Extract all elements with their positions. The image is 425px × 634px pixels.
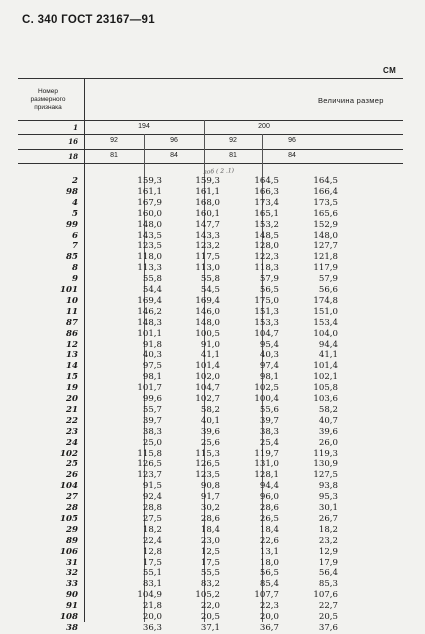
row-code: 29 <box>66 524 78 535</box>
cell-value: 91,8 <box>142 339 162 350</box>
table-row <box>0 514 425 525</box>
cell-value: 143,3 <box>195 230 220 241</box>
cell-value: 39,7 <box>259 415 279 426</box>
cell-value: 101,4 <box>313 361 338 372</box>
cell-value: 127,7 <box>313 241 338 252</box>
cell-value: 40,3 <box>142 350 162 361</box>
unit-label: СМ <box>383 66 397 75</box>
cell-value: 148,5 <box>254 230 279 241</box>
cell-value: 148,0 <box>195 317 220 328</box>
cell-value: 56,5 <box>259 285 279 295</box>
cell-value: 85,3 <box>318 579 338 590</box>
cell-value: 26,7 <box>318 513 338 524</box>
column-header-size-value: Величина размер <box>318 96 384 105</box>
cell-value: 175,0 <box>254 295 279 306</box>
header-value: 92 <box>229 137 237 144</box>
header-row-code: 16 <box>68 137 78 146</box>
cell-value: 143,5 <box>137 230 162 241</box>
cell-value: 123,2 <box>195 241 220 252</box>
cell-value: 113,0 <box>195 263 220 274</box>
table-row <box>0 590 425 601</box>
table-row <box>0 318 425 329</box>
cell-value: 55,8 <box>200 274 220 285</box>
cell-value: 104,0 <box>313 328 338 339</box>
cell-value: 119,7 <box>254 448 279 459</box>
cell-value: 91,7 <box>200 492 220 503</box>
table-row <box>0 547 425 558</box>
cell-value: 27,5 <box>142 513 162 524</box>
cell-value: 126,5 <box>195 459 220 470</box>
row-code: 14 <box>66 361 78 372</box>
cell-value: 164,5 <box>254 176 279 186</box>
cell-value: 20,0 <box>142 612 162 622</box>
table-row <box>0 372 425 383</box>
table-row <box>0 340 425 351</box>
cell-value: 160,0 <box>137 208 162 219</box>
cell-value: 107,6 <box>313 590 338 601</box>
header-value: 96 <box>288 137 296 144</box>
table-row <box>0 307 425 318</box>
row-code: 19 <box>66 383 78 394</box>
row-code: 11 <box>66 306 78 317</box>
header-row-code: 18 <box>68 152 78 161</box>
cell-value: 159,3 <box>137 176 162 186</box>
cell-value: 57,9 <box>318 274 338 285</box>
row-code: 22 <box>66 415 78 426</box>
header-value: 81 <box>229 152 237 159</box>
cell-value: 173,5 <box>313 197 338 208</box>
row-code: 7 <box>72 241 78 252</box>
row-code: 23 <box>66 426 78 437</box>
cell-value: 166,4 <box>313 186 338 197</box>
cell-value: 18,2 <box>318 524 338 535</box>
table-row <box>0 525 425 536</box>
row-code: 106 <box>60 546 78 557</box>
cell-value: 102,1 <box>313 372 338 383</box>
cell-value: 18,4 <box>200 524 220 535</box>
cell-value: 98,1 <box>142 372 162 383</box>
column-header-line-1: Номер <box>37 88 58 95</box>
cell-value: 98,1 <box>259 372 279 383</box>
cell-value: 161,1 <box>195 186 220 197</box>
table-row <box>0 481 425 492</box>
header-value: 84 <box>170 152 178 159</box>
header-rule <box>18 120 403 121</box>
row-code: 87 <box>66 317 78 328</box>
cell-value: 56,6 <box>318 285 338 295</box>
cell-value: 18,0 <box>259 557 279 568</box>
cell-value: 58,2 <box>318 404 338 415</box>
table-row <box>0 568 425 579</box>
cell-value: 169,4 <box>137 295 162 306</box>
table-row <box>0 449 425 460</box>
cell-value: 164,5 <box>313 176 338 186</box>
header-rule-2 <box>18 134 403 135</box>
handwritten-note: лоб ( 2 .1) <box>202 167 235 176</box>
cell-value: 105,2 <box>195 590 220 601</box>
row-code: 13 <box>66 350 78 361</box>
cell-value: 159,3 <box>195 176 220 186</box>
cell-value: 57,9 <box>259 274 279 285</box>
cell-value: 102,5 <box>254 383 279 394</box>
row-code: 4 <box>72 197 78 208</box>
cell-value: 39,6 <box>318 426 338 437</box>
row-code: 101 <box>60 285 78 295</box>
table-row <box>0 252 425 263</box>
cell-value: 54,4 <box>142 285 162 295</box>
cell-value: 56,4 <box>318 568 338 579</box>
cell-value: 22,3 <box>259 601 279 612</box>
table-row <box>0 350 425 361</box>
cell-value: 119,3 <box>313 448 338 459</box>
row-code: 26 <box>66 470 78 481</box>
table-row <box>0 536 425 547</box>
cell-value: 94,4 <box>259 481 279 492</box>
table-row <box>0 492 425 503</box>
cell-value: 103,6 <box>313 394 338 404</box>
cell-value: 25,0 <box>142 437 162 448</box>
cell-value: 146,0 <box>195 306 220 317</box>
row-code: 24 <box>66 437 78 448</box>
cell-value: 174,8 <box>313 295 338 306</box>
cell-value: 107,7 <box>254 590 279 601</box>
cell-value: 30,1 <box>318 503 338 513</box>
table-row <box>0 623 425 634</box>
cell-value: 17,9 <box>318 557 338 568</box>
page-header: С. 340 ГОСТ 23167—91 <box>22 14 155 26</box>
cell-value: 40,1 <box>200 415 220 426</box>
row-code: 8 <box>72 263 78 274</box>
cell-value: 28,8 <box>142 503 162 513</box>
table-row <box>0 198 425 209</box>
cell-value: 121,8 <box>313 252 338 263</box>
cell-value: 85,4 <box>259 579 279 590</box>
cell-value: 55,1 <box>142 568 162 579</box>
row-code: 12 <box>66 339 78 350</box>
table-row <box>0 176 425 187</box>
row-code: 10 <box>66 295 78 306</box>
row-code: 90 <box>66 590 78 601</box>
cell-value: 36,7 <box>259 622 279 633</box>
cell-value: 26,5 <box>259 513 279 524</box>
row-code: 104 <box>60 481 78 492</box>
column-header-size-feature <box>18 88 78 112</box>
cell-value: 118,3 <box>254 263 279 274</box>
cell-value: 39,7 <box>142 415 162 426</box>
table-row <box>0 209 425 220</box>
row-code: 21 <box>66 404 78 415</box>
cell-value: 54,5 <box>200 285 220 295</box>
table-row <box>0 274 425 285</box>
cell-value: 126,5 <box>137 459 162 470</box>
cell-value: 101,7 <box>137 383 162 394</box>
row-code: 38 <box>66 622 78 633</box>
cell-value: 58,2 <box>200 404 220 415</box>
cell-value: 83,1 <box>142 579 162 590</box>
cell-value: 22,4 <box>142 535 162 546</box>
cell-value: 96,0 <box>259 492 279 503</box>
table-row <box>0 405 425 416</box>
cell-value: 151,0 <box>313 306 338 317</box>
row-code: 2 <box>72 176 78 186</box>
header-rule-3 <box>18 149 403 150</box>
cell-value: 41,1 <box>318 350 338 361</box>
cell-value: 131,0 <box>254 459 279 470</box>
cell-value: 118,0 <box>137 252 162 263</box>
cell-value: 151,3 <box>254 306 279 317</box>
cell-value: 40,7 <box>318 415 338 426</box>
row-code: 6 <box>72 230 78 241</box>
table-row <box>0 503 425 514</box>
cell-value: 17,5 <box>142 557 162 568</box>
cell-value: 37,6 <box>318 622 338 633</box>
row-code: 28 <box>66 503 78 513</box>
cell-value: 101,1 <box>137 328 162 339</box>
cell-value: 90,8 <box>200 481 220 492</box>
table-row <box>0 601 425 612</box>
cell-value: 41,1 <box>200 350 220 361</box>
row-code: 98 <box>66 186 78 197</box>
header-value: 92 <box>110 137 118 144</box>
cell-value: 100,5 <box>195 328 220 339</box>
cell-value: 123,5 <box>195 470 220 481</box>
cell-value: 12,8 <box>142 546 162 557</box>
cell-value: 17,5 <box>200 557 220 568</box>
cell-value: 12,5 <box>200 546 220 557</box>
cell-value: 38,3 <box>142 426 162 437</box>
cell-value: 100,4 <box>254 394 279 404</box>
table-row <box>0 612 425 623</box>
cell-value: 20,0 <box>259 612 279 622</box>
cell-value: 102,7 <box>195 394 220 404</box>
table-row <box>0 470 425 481</box>
cell-value: 152,9 <box>313 219 338 230</box>
table-top-rule <box>18 78 403 79</box>
cell-value: 22,7 <box>318 601 338 612</box>
row-code: 27 <box>66 492 78 503</box>
cell-value: 160,1 <box>195 208 220 219</box>
cell-value: 130,9 <box>313 459 338 470</box>
cell-value: 95,4 <box>259 339 279 350</box>
row-code: 20 <box>66 394 78 404</box>
cell-value: 104,9 <box>137 590 162 601</box>
cell-value: 101,4 <box>195 361 220 372</box>
cell-value: 94,4 <box>318 339 338 350</box>
cell-value: 165,1 <box>254 208 279 219</box>
cell-value: 18,4 <box>259 524 279 535</box>
cell-value: 56,5 <box>259 568 279 579</box>
table-row <box>0 427 425 438</box>
cell-value: 91,5 <box>142 481 162 492</box>
row-code: 99 <box>66 219 78 230</box>
table-row <box>0 241 425 252</box>
cell-value: 153,4 <box>313 317 338 328</box>
cell-value: 36,3 <box>142 622 162 633</box>
group-200: 200 <box>258 123 270 130</box>
cell-value: 38,3 <box>259 426 279 437</box>
cell-value: 166,3 <box>254 186 279 197</box>
row-code: 102 <box>60 448 78 459</box>
table-row <box>0 329 425 340</box>
cell-value: 55,8 <box>142 274 162 285</box>
cell-value: 20,5 <box>318 612 338 622</box>
row-code: 91 <box>66 601 78 612</box>
cell-value: 20,5 <box>200 612 220 622</box>
cell-value: 173,4 <box>254 197 279 208</box>
row-code: 89 <box>66 535 78 546</box>
cell-value: 147,7 <box>195 219 220 230</box>
cell-value: 115,8 <box>137 448 162 459</box>
cell-value: 12,9 <box>318 546 338 557</box>
cell-value: 40,3 <box>259 350 279 361</box>
cell-value: 28,6 <box>200 513 220 524</box>
cell-value: 28,6 <box>259 503 279 513</box>
row-code: 15 <box>66 372 78 383</box>
cell-value: 93,8 <box>318 481 338 492</box>
table-row <box>0 459 425 470</box>
cell-value: 22,6 <box>259 535 279 546</box>
group-194: 194 <box>138 123 150 130</box>
cell-value: 25,4 <box>259 437 279 448</box>
cell-value: 37,1 <box>200 622 220 633</box>
row-code: 86 <box>66 328 78 339</box>
cell-value: 99,6 <box>142 394 162 404</box>
cell-value: 25,6 <box>200 437 220 448</box>
cell-value: 102,0 <box>195 372 220 383</box>
cell-value: 146,2 <box>137 306 162 317</box>
cell-value: 169,4 <box>195 295 220 306</box>
table-row <box>0 558 425 569</box>
header-value: 81 <box>110 152 118 159</box>
table-row <box>0 361 425 372</box>
column-header-line-3: признака <box>34 104 62 111</box>
cell-value: 153,2 <box>254 219 279 230</box>
header-value: 84 <box>288 152 296 159</box>
cell-value: 128,1 <box>254 470 279 481</box>
row-code: 108 <box>60 612 78 622</box>
row-code: 9 <box>72 274 78 285</box>
cell-value: 55,6 <box>259 404 279 415</box>
table-row <box>0 285 425 296</box>
cell-value: 97,5 <box>142 361 162 372</box>
cell-value: 13,1 <box>259 546 279 557</box>
cell-value: 22,0 <box>200 601 220 612</box>
cell-value: 23,2 <box>318 535 338 546</box>
cell-value: 18,2 <box>142 524 162 535</box>
cell-value: 21,8 <box>142 601 162 612</box>
cell-value: 148,3 <box>137 317 162 328</box>
row-code: 33 <box>66 579 78 590</box>
cell-value: 55,5 <box>200 568 220 579</box>
cell-value: 123,5 <box>137 241 162 252</box>
cell-value: 97,4 <box>259 361 279 372</box>
cell-value: 113,3 <box>137 263 162 274</box>
cell-value: 148,0 <box>137 219 162 230</box>
row-code: 5 <box>72 208 78 219</box>
cell-value: 105,8 <box>313 383 338 394</box>
table-row <box>0 296 425 307</box>
cell-value: 23,0 <box>200 535 220 546</box>
table-row <box>0 416 425 427</box>
cell-value: 168,0 <box>195 197 220 208</box>
cell-value: 26,0 <box>318 437 338 448</box>
header-bottom-rule <box>18 163 403 164</box>
table-row <box>0 438 425 449</box>
table-row <box>0 220 425 231</box>
cell-value: 117,9 <box>313 263 338 274</box>
cell-value: 127,5 <box>313 470 338 481</box>
cell-value: 30,2 <box>200 503 220 513</box>
row-code: 85 <box>66 252 78 263</box>
table-row <box>0 231 425 242</box>
table-row <box>0 263 425 274</box>
cell-value: 104,7 <box>254 328 279 339</box>
cell-value: 122,3 <box>254 252 279 263</box>
header-row-code: 1 <box>73 123 78 132</box>
column-header-line-2: размерного <box>30 96 66 103</box>
cell-value: 161,1 <box>137 186 162 197</box>
row-code: 31 <box>66 557 78 568</box>
table-row <box>0 187 425 198</box>
cell-value: 83,2 <box>200 579 220 590</box>
cell-value: 95,3 <box>318 492 338 503</box>
cell-value: 91,0 <box>200 339 220 350</box>
cell-value: 115,3 <box>195 448 220 459</box>
cell-value: 128,0 <box>254 241 279 252</box>
table-row <box>0 394 425 405</box>
cell-value: 148,0 <box>313 230 338 241</box>
cell-value: 153,3 <box>254 317 279 328</box>
cell-value: 39,6 <box>200 426 220 437</box>
cell-value: 167,9 <box>137 197 162 208</box>
cell-value: 92,4 <box>142 492 162 503</box>
cell-value: 165,6 <box>313 208 338 219</box>
cell-value: 123,7 <box>137 470 162 481</box>
row-code: 32 <box>66 568 78 579</box>
table-row <box>0 579 425 590</box>
row-code: 25 <box>66 459 78 470</box>
cell-value: 104,7 <box>195 383 220 394</box>
row-code: 105 <box>60 513 78 524</box>
table-row <box>0 383 425 394</box>
header-value: 96 <box>170 137 178 144</box>
cell-value: 55,7 <box>142 404 162 415</box>
cell-value: 117,5 <box>195 252 220 263</box>
